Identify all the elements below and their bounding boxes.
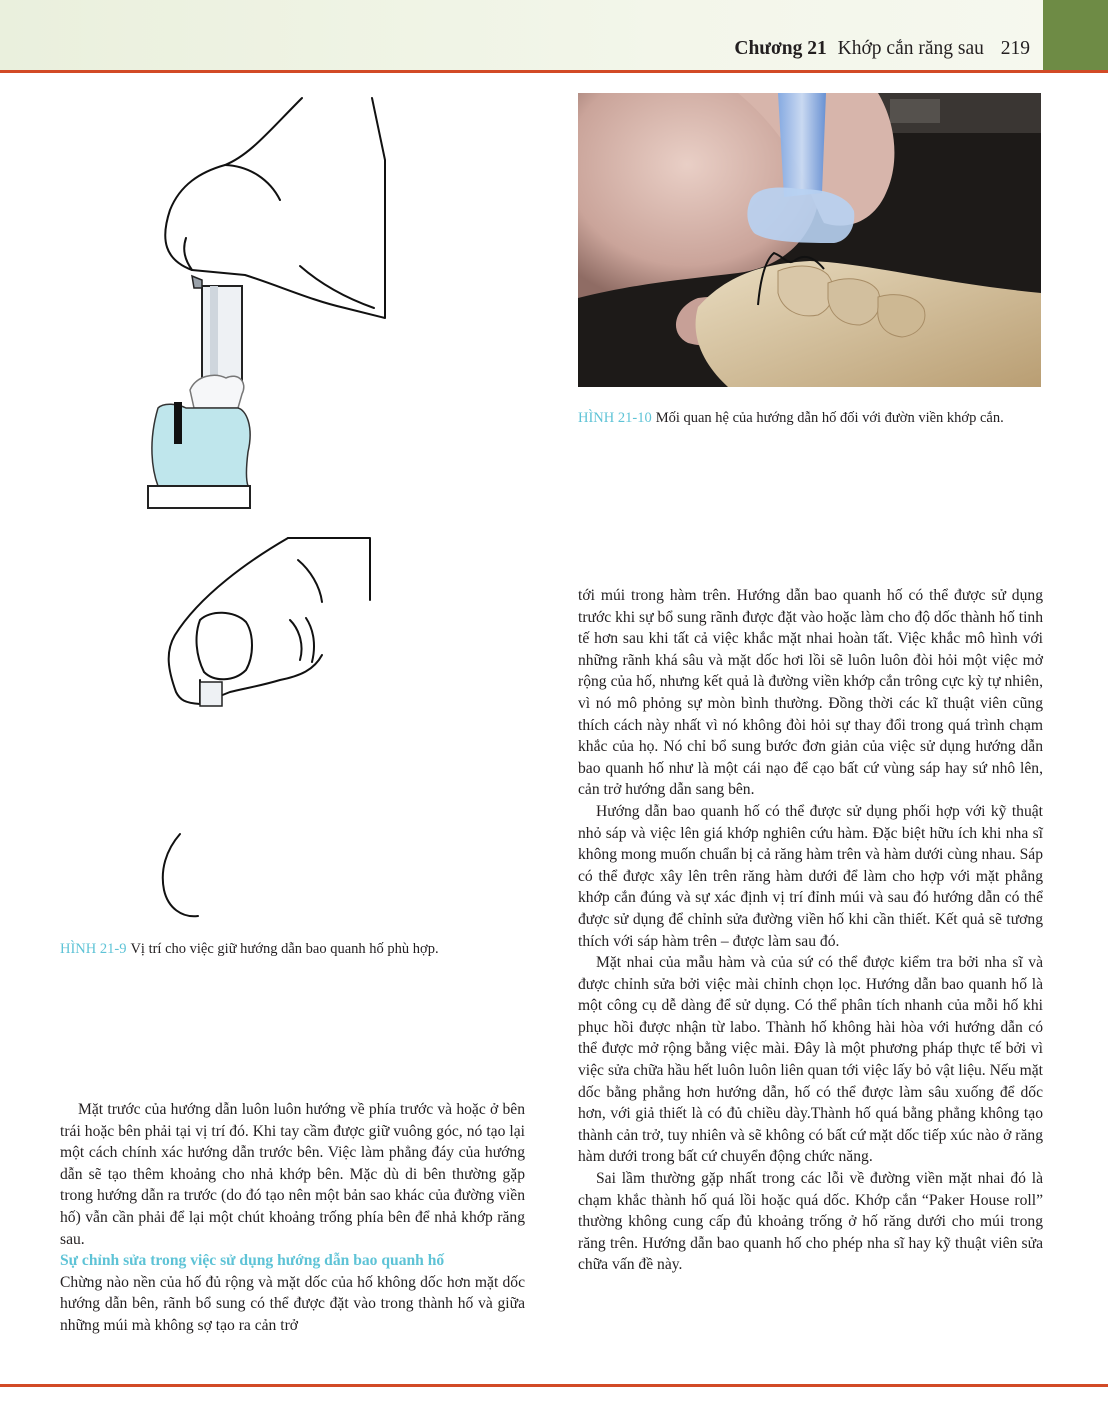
right-column-text	[578, 585, 1043, 1276]
left-paragraph-2: Chừng nào nền của hố đủ rộng và mặt dốc của hố không dốc hơn mặt dốc hướng dẫn bên, rãnh bổ sung có thể được đặt vào trong thành hố và giữa những múi mà không sợ tạo ra cản trở	[60, 1273, 525, 1334]
page-number: 219	[1000, 38, 1030, 59]
right-paragraph-3: Mặt nhai của mẫu hàm và của sứ có thể được kiểm tra bởi nha sĩ và được chỉnh sửa bởi việc mài chỉnh chọn lọc. Hướng dẫn bao quanh hố là một công cụ dễ dàng để sử dụng. Có thể phân tích nhanh của mỗi hố khi phục hồi được nhận từ labo. Thành hố không hài hòa với hướng dẫn có thể được mở rộng bằng việc mài. Đây là một phương pháp thực tế bởi vì việc sửa chữa hầu hết luôn luôn liên quan tới việc lấy bỏ vật liệu. Nếu mặt dốc bằng phẳng hơn hướng dẫn, hố có thể được làm sâu xuống để dốc hơn, với giả thiết là có đủ chiều dày.Thành hố quá bằng phẳng không tạo thành cản trở, tuy nhiên và sẽ không có bất cứ mặt dốc tiếp xúc nào ở răng hàm dưới trong bất cứ chuyển động chức năng.	[578, 954, 1043, 1166]
running-head	[734, 38, 1030, 60]
figure-21-9-caption	[60, 940, 530, 959]
right-paragraph-2: Hướng dẫn bao quanh hố có thể được sử dụng phối hợp với kỹ thuật nhỏ sáp và việc lên giá khớp nghiên cứu hàm. Đặc biệt hữu ích khi nha sĩ không mong muốn chuẩn bị cả răng hàm trên và hàm dưới cùng nhau. Sáp có thể được xây lên trên răng hàm dưới để làm cho hợp với mặt phẳng khớp cắn đúng và sự xác định vị trí đỉnh múi và sau đó hướng dẫn có thể được sử dụng để chỉnh sửa đường viền hố khi cần thiết. Kết quả sẽ tương thích với sáp hàm trên – được làm sau đó.	[578, 802, 1043, 950]
header-rule	[0, 70, 1108, 73]
figure-21-9-label: HÌNH 21-9	[60, 941, 127, 957]
right-paragraph-4: Sai lầm thường gặp nhất trong các lỗi về đường viền mặt nhai đó là chạm khắc thành hố quá lồi hoặc quá dốc. Khớp cắn “Paker House roll” thường không cung cấp đủ khoảng trống ở hố răng dưới cho múi trong răng trên. Hướng dẫn bao quanh hố cho phép nha sĩ hay kỹ thuật viên sửa chữa vấn đề này.	[578, 1170, 1043, 1274]
figure-21-10-label: HÌNH 21-10	[578, 410, 652, 426]
chapter-title: Khớp cắn răng sau	[837, 38, 984, 59]
figure-21-9-text: Vị trí cho việc giữ hướng dẫn bao quanh hố phù hợp.	[130, 941, 439, 957]
figure-21-10-text: Mối quan hệ của hướng dẫn hố đối với đườn viền khớp cắn.	[655, 410, 1004, 426]
header-color-tab	[1043, 0, 1108, 70]
header-band	[0, 0, 1108, 72]
section-heading: Sự chỉnh sửa trong việc sử dụng hướng dẫn bao quanh hố	[60, 1252, 445, 1270]
figure-21-10-photo	[578, 93, 1041, 387]
left-column-text	[60, 1099, 525, 1337]
figure-21-10-caption	[578, 409, 1041, 428]
chapter-number: Chương 21	[734, 38, 827, 59]
figure-21-9-illustration	[130, 90, 400, 930]
footer-rule	[0, 1384, 1108, 1387]
right-paragraph-1: tới múi trong hàm trên. Hướng dẫn bao quanh hố có thể được sử dụng trước khi sự bổ sung rãnh được đặt vào hoặc làm cho độ dốc thành hố tinh tế hơn sau khi tất cả việc khắc mặt nhai hoàn tất. Việc khắc mô hình với những rãnh khá sâu và mặt dốc hơi lồi sẽ luôn luôn đòi hỏi một việc mở rộng của hố, nhưng kết quả là đường viền khớp cắn trông cực kỳ tự nhiên, vì nó mô phỏng sự mòn bình thường. Đồng thời các kĩ thuật viên cũng thích cách này nhất vì nó không đòi hỏi sự thay đổi trong quá trình chạm khắc của họ. Nó chỉ bổ sung bước đơn giản của việc sử dụng hướng dẫn bao quanh hố như là một cái nạo để cạo bất cứ vùng sáp hay sứ nhô lên, cản trở hướng dẫn sang bên.	[578, 587, 1043, 799]
left-paragraph-1: Mặt trước của hướng dẫn luôn luôn hướng về phía trước và hoặc ở bên trái hoặc bên phải tại vị trí đó. Khi tay cầm được giữ vuông góc, nó tạo lại một cách chính xác hướng dẫn trước bên. Việc làm phẳng đáy của hướng dẫn sẽ tạo thêm khoảng cho nhả khớp bên. Mặc dù di bên thường gặp trong hướng dẫn ra trước (do đó tạo nên một bản sao khác của đường viền hố) vẫn cần phải để lại một chút khoảng trống phía bên để nhả khớp răng sau.	[60, 1101, 525, 1248]
